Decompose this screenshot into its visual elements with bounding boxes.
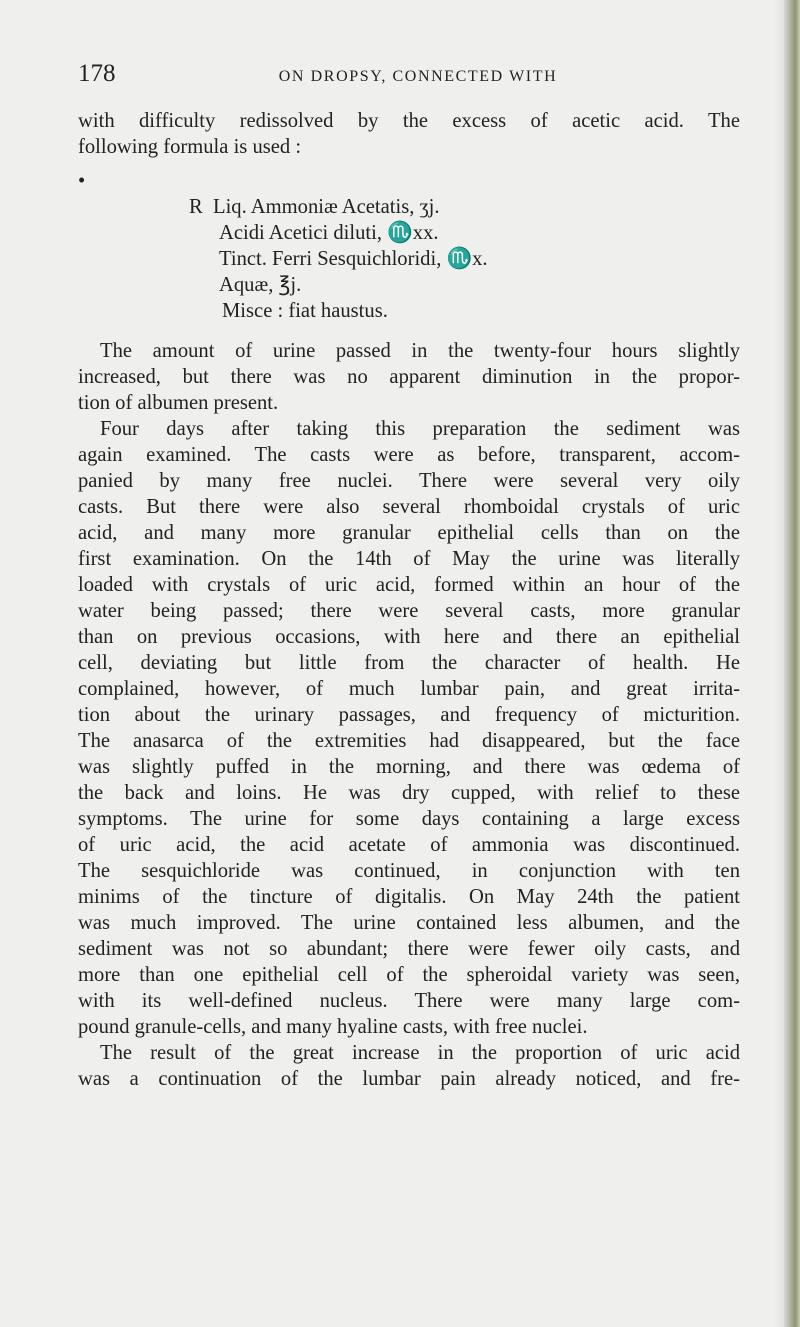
text-line: The sesquichloride was continued, in conjunction with ten xyxy=(78,860,740,882)
printer-mark: • xyxy=(78,170,86,192)
formula-line: Tinct. Ferri Sesquichloridi, ♏x. xyxy=(219,248,488,270)
formula-instruction: Misce : fiat haustus. xyxy=(222,300,388,322)
body-text xyxy=(78,108,740,1092)
text-line: panied by many free nuclei. There were several very oily xyxy=(78,470,740,492)
text-line: water being passed; there were several casts, more granular xyxy=(78,600,740,622)
text-line: cell, deviating but little from the character of health. He xyxy=(78,652,740,674)
text-line: again examined. The casts were as before, transparent, accom- xyxy=(78,444,740,466)
text-line: was slightly puffed in the morning, and there was œdema of xyxy=(78,756,740,778)
text-line: increased, but there was no apparent diminution in the propor- xyxy=(78,366,740,388)
text-line: with difficulty redissolved by the excess of acetic acid. The xyxy=(78,110,740,132)
text-line: tion about the urinary passages, and frequency of micturition. xyxy=(78,704,740,726)
formula-line: Aquæ, ℥j. xyxy=(219,274,302,296)
page-header xyxy=(78,60,738,100)
text-line: sediment was not so abundant; there were fewer oily casts, and xyxy=(78,938,740,960)
text-line: The amount of urine passed in the twenty-four hours slightly xyxy=(100,340,740,362)
text-line: first examination. On the 14th of May the urine was literally xyxy=(78,548,740,570)
text-line: acid, and many more granular epithelial cells than on the xyxy=(78,522,740,544)
text-line: following formula is used : xyxy=(78,136,302,158)
text-line: complained, however, of much lumbar pain, and great irrita- xyxy=(78,678,740,700)
text-line: casts. But there were also several rhomboidal crystals of uric xyxy=(78,496,740,518)
text-line: loaded with crystals of uric acid, formed within an hour of the xyxy=(78,574,740,596)
text-line: of uric acid, the acid acetate of ammonia was discontinued. xyxy=(78,834,740,856)
formula-line: Liq. Ammoniæ Acetatis, ʒj. xyxy=(213,196,440,218)
text-line: symptoms. The urine for some days containing a large excess xyxy=(78,808,740,830)
text-line: the back and loins. He was dry cupped, with relief to these xyxy=(78,782,740,804)
page-edge-shadow xyxy=(774,0,784,1327)
book-page-edge xyxy=(784,0,800,1327)
text-line: The result of the great increase in the proportion of uric acid xyxy=(100,1042,740,1064)
text-line: minims of the tincture of digitalis. On May 24th the patient xyxy=(78,886,740,908)
prescription-formula xyxy=(78,168,740,324)
formula-line: Acidi Acetici diluti, ♏xx. xyxy=(219,222,439,244)
text-line: was a continuation of the lumbar pain already noticed, and fre- xyxy=(78,1068,740,1090)
text-line: The anasarca of the extremities had disappeared, but the face xyxy=(78,730,740,752)
text-line: Four days after taking this preparation the sediment was xyxy=(100,418,740,440)
page-number: 178 xyxy=(78,60,116,87)
text-line: pound granule-cells, and many hyaline casts, with free nuclei. xyxy=(78,1016,588,1038)
recipe-symbol: R xyxy=(189,196,203,218)
text-line: with its well-defined nucleus. There were many large com- xyxy=(78,990,740,1012)
text-line: was much improved. The urine contained less albumen, and the xyxy=(78,912,740,934)
text-line: more than one epithelial cell of the spheroidal variety was seen, xyxy=(78,964,740,986)
running-head: ON DROPSY, CONNECTED WITH xyxy=(278,68,558,85)
text-line: than on previous occasions, with here and there an epithelial xyxy=(78,626,740,648)
text-line: tion of albumen present. xyxy=(78,392,279,414)
